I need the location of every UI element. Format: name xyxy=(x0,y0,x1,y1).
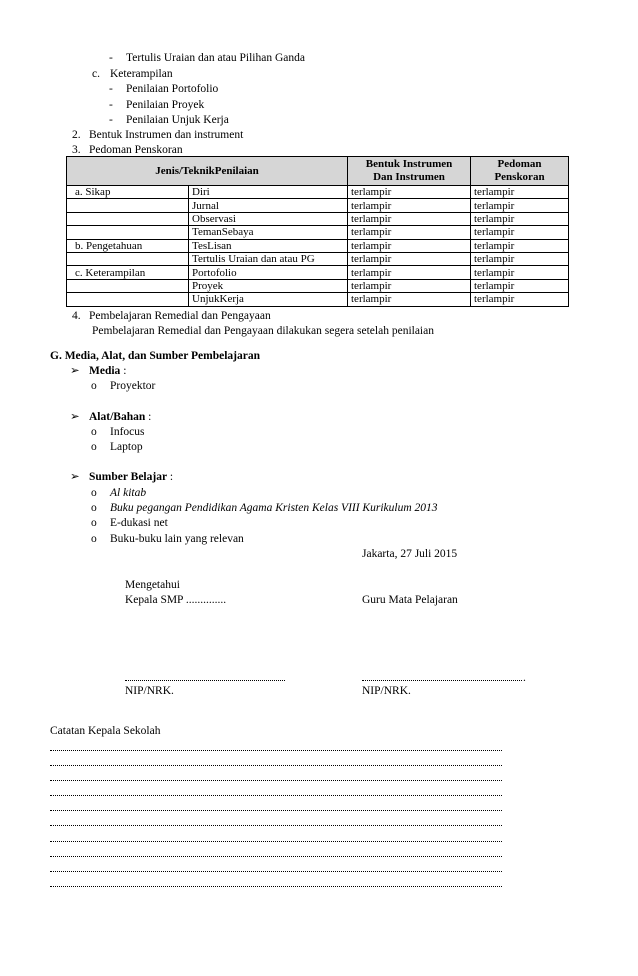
table-row xyxy=(67,279,569,292)
guru-label: Guru Mata Pelajaran xyxy=(362,594,458,606)
list-item-portofolio: Penilaian Portofolio xyxy=(126,83,219,95)
circle-bullet-icon: o xyxy=(91,380,97,392)
assessment-table xyxy=(66,156,569,307)
row-technique-cell: Portofolio xyxy=(189,266,348,279)
dotted-line xyxy=(50,825,502,826)
table-row xyxy=(67,226,569,239)
row-instrument-cell: terlampir xyxy=(348,293,471,306)
sumber-heading xyxy=(89,472,173,484)
row-category-cell xyxy=(67,212,189,225)
nip-right: NIP/NRK. xyxy=(362,685,411,697)
row-instrument-cell: terlampir xyxy=(348,252,471,265)
header-bentuk-line1: Bentuk Instrumen xyxy=(365,158,453,170)
signature-line-left xyxy=(125,680,285,681)
item4-title: Pembelajaran Remedial dan Pengayaan xyxy=(89,310,271,322)
sumber-label: Sumber Belajar xyxy=(89,471,168,483)
alat-item-laptop: Laptop xyxy=(110,441,143,453)
nip-left: NIP/NRK. xyxy=(125,685,174,697)
catatan-label: Catatan Kepala Sekolah xyxy=(50,725,161,737)
dotted-line xyxy=(50,780,502,781)
table-header-row xyxy=(67,157,569,186)
list-marker-3: 3. xyxy=(72,144,81,156)
dash-marker: - xyxy=(109,52,113,64)
row-pedoman-cell: terlampir xyxy=(471,239,569,252)
table-row xyxy=(67,199,569,212)
media-heading xyxy=(89,366,126,378)
row-instrument-cell: terlampir xyxy=(348,226,471,239)
row-pedoman-cell: terlampir xyxy=(471,266,569,279)
row-category-cell: c. Keterampilan xyxy=(67,266,189,279)
row-category-cell xyxy=(67,279,189,292)
circle-bullet-icon: o xyxy=(91,426,97,438)
header-bentuk-instrumen xyxy=(348,157,471,186)
header-pedoman-line2: Penskoran xyxy=(494,171,545,183)
dotted-line xyxy=(50,795,502,796)
table-row xyxy=(67,186,569,199)
dash-marker: - xyxy=(109,99,113,111)
dotted-line xyxy=(50,750,502,751)
row-technique-cell: Proyek xyxy=(189,279,348,292)
row-pedoman-cell: terlampir xyxy=(471,199,569,212)
dash-marker: - xyxy=(109,114,113,126)
media-item-proyektor: Proyektor xyxy=(110,380,156,392)
table-row xyxy=(67,239,569,252)
header-pedoman-line1: Pedoman xyxy=(497,158,542,170)
arrow-bullet-icon: ➢ xyxy=(70,411,80,423)
list-item-bentuk-instrumen: Bentuk Instrumen dan instrument xyxy=(89,129,244,141)
row-category-cell xyxy=(67,293,189,306)
circle-bullet-icon: o xyxy=(91,517,97,529)
list-item-pedoman: Pedoman Penskoran xyxy=(89,144,183,156)
list-item-unjuk-kerja: Penilaian Unjuk Kerja xyxy=(126,114,229,126)
alat-item-infocus: Infocus xyxy=(110,426,145,438)
signature-period: . xyxy=(523,672,526,684)
circle-bullet-icon: o xyxy=(91,487,97,499)
sumber-item-alkitab: Al kitab xyxy=(110,487,147,499)
row-pedoman-cell: terlampir xyxy=(471,293,569,306)
dotted-line xyxy=(50,886,502,887)
sumber-item-buku-pegangan: Buku pegangan Pendidikan Agama Kristen Kelas VIII Kurikulum 2013 xyxy=(110,502,438,514)
row-instrument-cell: terlampir xyxy=(348,199,471,212)
header-pedoman-penskoran xyxy=(471,157,569,186)
list-marker-2: 2. xyxy=(72,129,81,141)
sumber-item-buku-lain: Buku-buku lain yang relevan xyxy=(110,533,244,545)
row-category-cell: a. Sikap xyxy=(67,186,189,199)
table-row xyxy=(67,293,569,306)
table-row xyxy=(67,212,569,225)
row-category-cell xyxy=(67,252,189,265)
row-instrument-cell: terlampir xyxy=(348,212,471,225)
circle-bullet-icon: o xyxy=(91,502,97,514)
list-marker-c: c. xyxy=(92,68,100,80)
row-category-cell xyxy=(67,199,189,212)
alat-heading xyxy=(89,412,151,424)
arrow-bullet-icon: ➢ xyxy=(70,365,80,377)
arrow-bullet-icon: ➢ xyxy=(70,471,80,483)
row-pedoman-cell: terlampir xyxy=(471,226,569,239)
table-row xyxy=(67,266,569,279)
sumber-item-edukasi: E-dukasi net xyxy=(110,517,168,529)
alat-label: Alat/Bahan xyxy=(89,411,146,423)
dotted-line xyxy=(50,856,502,857)
row-technique-cell: Jurnal xyxy=(189,199,348,212)
list-item-keterampilan: Keterampilan xyxy=(110,68,173,80)
table-row xyxy=(67,252,569,265)
dotted-line xyxy=(50,871,502,872)
row-technique-cell: Tertulis Uraian dan atau PG xyxy=(189,252,348,265)
row-pedoman-cell: terlampir xyxy=(471,252,569,265)
kepala-smp-label: Kepala SMP .............. xyxy=(125,594,227,606)
row-pedoman-cell: terlampir xyxy=(471,186,569,199)
row-technique-cell: Observasi xyxy=(189,212,348,225)
section-g-title: G. Media, Alat, dan Sumber Pembelajaran xyxy=(50,350,260,362)
row-technique-cell: Diri xyxy=(189,186,348,199)
list-item-tertulis: Tertulis Uraian dan atau Pilihan Ganda xyxy=(126,52,305,64)
row-instrument-cell: terlampir xyxy=(348,186,471,199)
header-bentuk-line2: Dan Instrumen xyxy=(373,171,445,183)
signature-line-right xyxy=(362,680,522,681)
row-technique-cell: TemanSebaya xyxy=(189,226,348,239)
item4-body: Pembelajaran Remedial dan Pengayaan dilakukan segera setelah penilaian xyxy=(92,325,434,337)
row-category-cell xyxy=(67,226,189,239)
row-instrument-cell: terlampir xyxy=(348,239,471,252)
dash-marker: - xyxy=(109,83,113,95)
circle-bullet-icon: o xyxy=(91,533,97,545)
mengetahui-label: Mengetahui xyxy=(125,579,180,591)
row-technique-cell: TesLisan xyxy=(189,239,348,252)
row-pedoman-cell: terlampir xyxy=(471,279,569,292)
dotted-line xyxy=(50,765,502,766)
alat-colon: : xyxy=(145,411,152,423)
media-colon: : xyxy=(120,365,127,377)
sumber-colon: : xyxy=(167,471,174,483)
row-instrument-cell: terlampir xyxy=(348,266,471,279)
header-jenis-teknik: Jenis/TeknikPenilaian xyxy=(67,157,348,186)
row-technique-cell: UnjukKerja xyxy=(189,293,348,306)
list-marker-4: 4. xyxy=(72,310,81,322)
row-instrument-cell: terlampir xyxy=(348,279,471,292)
media-label: Media xyxy=(89,365,121,377)
circle-bullet-icon: o xyxy=(91,441,97,453)
dotted-line xyxy=(50,810,502,811)
place-date: Jakarta, 27 Juli 2015 xyxy=(362,548,458,560)
dotted-line xyxy=(50,841,502,842)
row-pedoman-cell: terlampir xyxy=(471,212,569,225)
list-item-proyek: Penilaian Proyek xyxy=(126,99,205,111)
row-category-cell: b. Pengetahuan xyxy=(67,239,189,252)
